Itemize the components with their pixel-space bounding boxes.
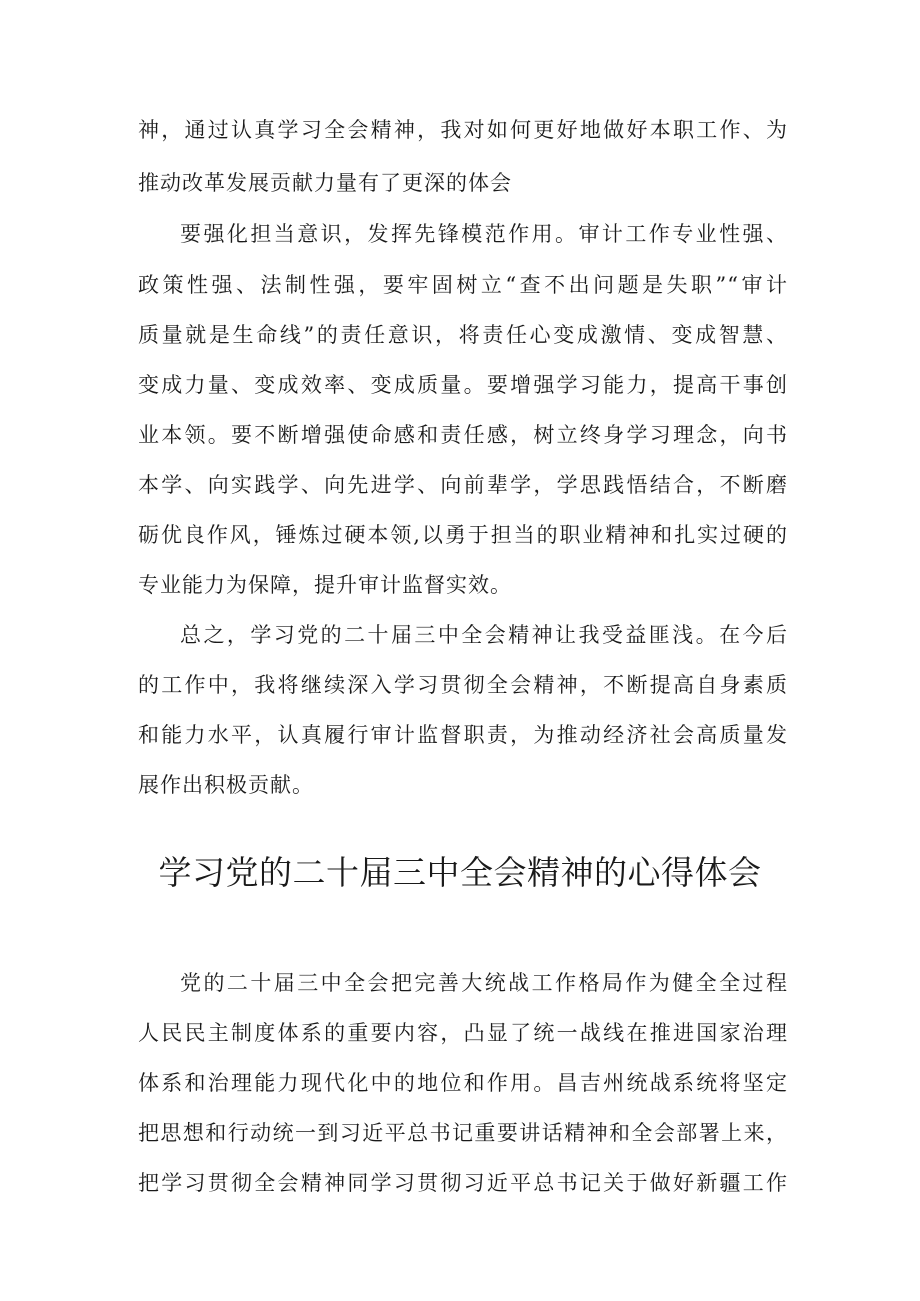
body-line: 展作出积极贡献。 bbox=[138, 773, 314, 797]
body-line: 神，通过认真学习全会精神，我对如何更好地做好本职工作、为 bbox=[138, 118, 788, 142]
body-line: 人民民主制度体系的重要内容，凸显了统一战线在推进国家治理 bbox=[138, 1021, 788, 1045]
body-line: 质量就是生命线”的责任意识，将责任心变成激情、变成智慧、 bbox=[138, 323, 788, 347]
paragraph-first-line: 党的二十届三中全会把完善大统战工作格局作为健全全过程 bbox=[180, 971, 788, 995]
paragraph-first-line: 总之，学习党的二十届三中全会精神让我受益匪浅。在今后 bbox=[180, 623, 788, 647]
body-line: 和能力水平，认真履行审计监督职责，为推动经济社会高质量发 bbox=[138, 723, 788, 747]
body-line: 本学、向实践学、向先进学、向前辈学，学思践悟结合，不断磨 bbox=[138, 473, 788, 497]
body-line: 的工作中，我将继续深入学习贯彻全会精神，不断提高自身素质 bbox=[138, 673, 788, 697]
body-line: 政策性强、法制性强，要牢固树立“查不出问题是失职”“审计 bbox=[138, 273, 788, 297]
body-line: 业本领。要不断增强使命感和责任感，树立终身学习理念，向书 bbox=[138, 423, 788, 447]
body-line: 变成力量、变成效率、变成质量。要增强学习能力，提高干事创 bbox=[138, 373, 788, 397]
body-line: 把思想和行动统一到习近平总书记重要讲话精神和全会部署上来， bbox=[138, 1121, 788, 1145]
document-title: 学习党的二十届三中全会精神的心得体会 bbox=[158, 853, 762, 892]
body-line: 把学习贯彻全会精神同学习贯彻习近平总书记关于做好新疆工作 bbox=[138, 1171, 788, 1195]
body-line: 体系和治理能力现代化中的地位和作用。昌吉州统战系统将坚定 bbox=[138, 1071, 788, 1095]
paragraph-first-line: 要强化担当意识，发挥先锋模范作用。审计工作专业性强、 bbox=[180, 222, 788, 246]
body-line: 推动改革发展贡献力量有了更深的体会 bbox=[138, 171, 512, 195]
body-line: 专业能力为保障，提升审计监督实效。 bbox=[138, 573, 512, 597]
body-line: 砺优良作风，锤炼过硬本领,以勇于担当的职业精神和扎实过硬的 bbox=[138, 523, 788, 547]
